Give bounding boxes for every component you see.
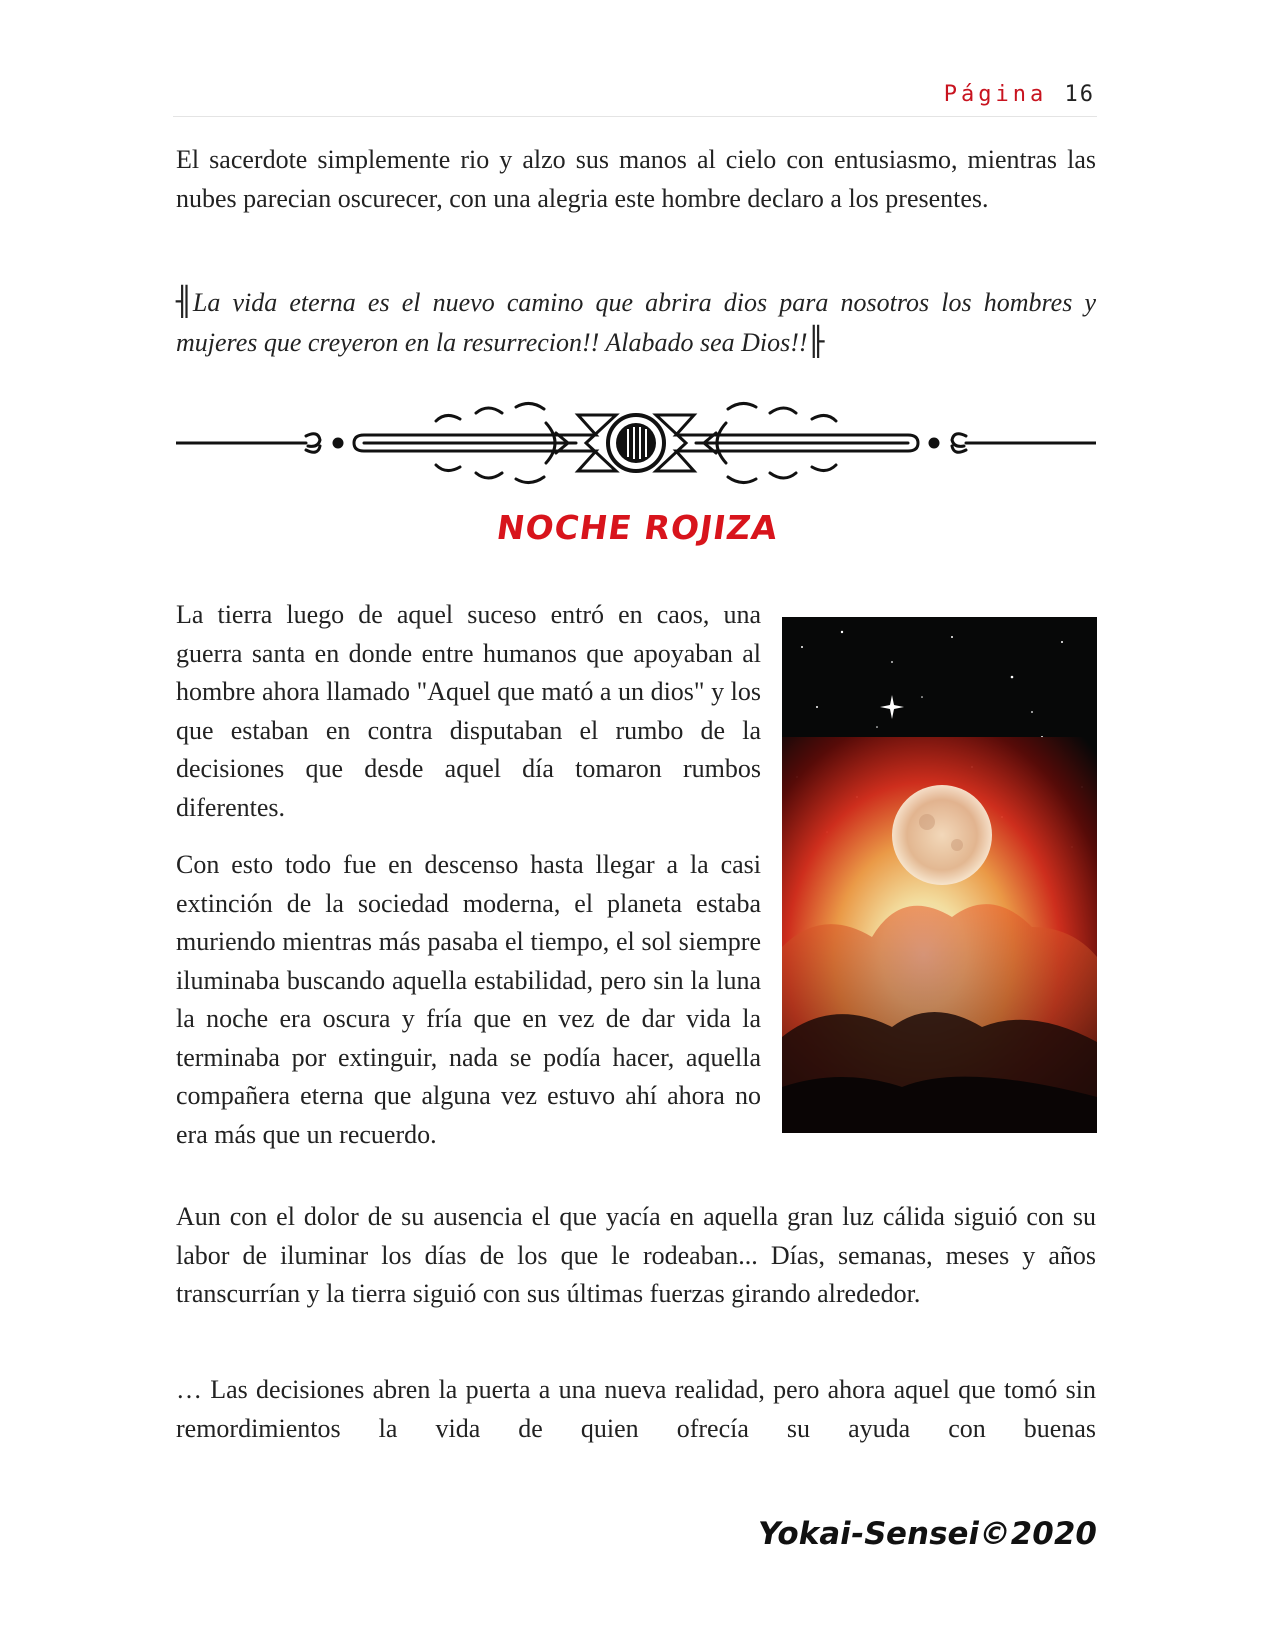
paragraph-priest: El sacerdote simplemente rio y alzo sus manos al cielo con entusiasmo, mientras las nubes parecian oscurecer, con una alegria este hombre declaro a los presentes.	[176, 145, 1096, 213]
paragraph-sun: Aun con el dolor de su ausencia el que yacía en aquella gran luz cálida siguió con su labor de iluminar los días de los que le rodeaban... Días, semanas, meses y años transcurrían y la tierra siguió con sus últimas fuerzas girando alrededor.	[176, 1202, 1096, 1308]
author-signature: Yokai-Sensei©2020	[755, 1516, 1101, 1552]
quote-text: La vida eterna es el nuevo camino que abrira dios para nosotros los hombres y mujeres que creyeron en la resurrecion!! Alabado sea Dios!!	[176, 288, 1096, 357]
page-number-value: 16	[1064, 82, 1095, 107]
page-number	[944, 82, 1095, 107]
page-label: Página	[943, 82, 1048, 107]
red-moon-illustration	[782, 617, 1097, 1133]
quote-open-mark: ╢	[176, 285, 193, 318]
paragraph-descent: Con esto todo fue en descenso hasta llegar a la casi extinción de la sociedad moderna, el planeta estaba muriendo mientras más pasaba el tiempo, el sol siempre iluminaba buscando aquella estabilidad, pero sin la luna la noche era oscura y fría que en vez de dar vida la terminaba por extinguir, nada se podía hacer, aquella compañera eterna que alguna vez estuvo ahí ahora no era más que un recuerdo.	[176, 850, 761, 1149]
page-header	[173, 76, 1097, 117]
paragraph-decisions: … Las decisiones abren la puerta a una nueva realidad, pero ahora aquel que tomó sin remordimientos la vida de quien ofrecía su ayuda con buenas	[176, 1375, 1096, 1443]
quote-close-mark: ╟	[807, 324, 825, 358]
ornamental-divider	[176, 393, 1096, 493]
paragraph-chaos: La tierra luego de aquel suceso entró en caos, una guerra santa en donde entre humanos que apoyaban al hombre ahora llamado "Aquel que mató a un dios" y los que estaban en contra disputaban el rumbo de la decisiones que desde aquel día tomaron rumbos diferentes.	[176, 600, 761, 822]
chapter-title: NOCHE ROJIZA	[494, 508, 781, 547]
quote-paragraph	[176, 283, 1096, 362]
